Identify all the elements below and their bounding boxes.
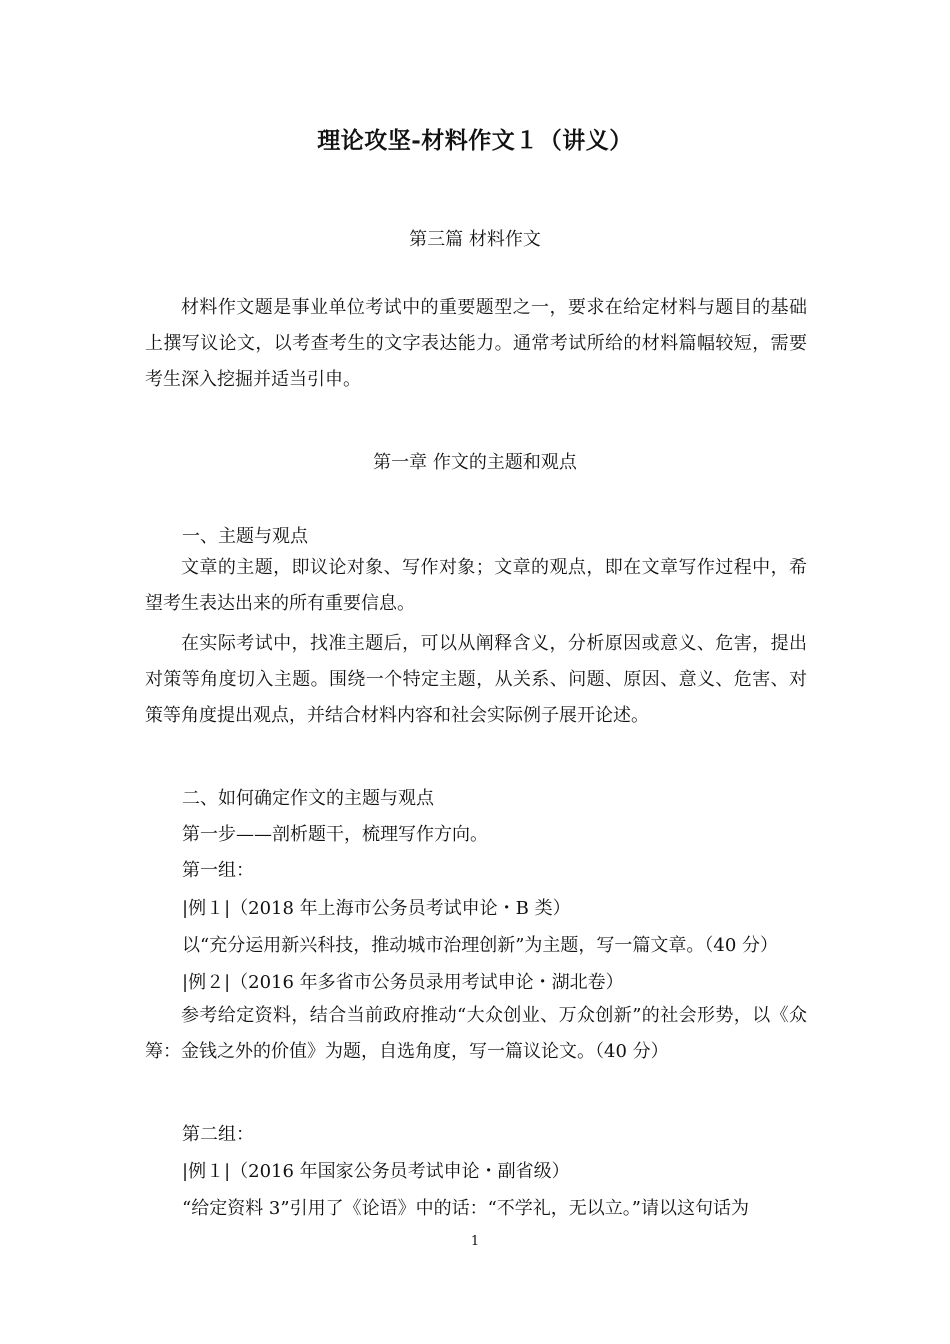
group1-example1-text: 以“充分运用新兴科技，推动城市治理创新”为主题，写一篇文章。（40 分）	[182, 935, 779, 956]
page-number: 1	[470, 1234, 480, 1249]
section1-heading: 一、主题与观点	[182, 526, 308, 547]
group1-label: 第一组：	[182, 860, 254, 881]
section1-paragraph-1: 文章的主题，即议论对象、写作对象；文章的观点，即在文章写作过程中，希望考生表达出来的所有重要信息。	[145, 557, 807, 614]
group1-example2-label: |例２|（2016 年多省市公务员录用考试申论・湖北卷）	[182, 972, 624, 993]
group2-example1-label: |例１|（2016 年国家公务员考试申论・副省级）	[182, 1161, 570, 1182]
section2-heading: 二、如何确定作文的主题与观点	[182, 788, 434, 809]
group1-example1-label: |例１|（2018 年上海市公务员考试申论・B 类）	[182, 898, 571, 919]
group2-example1-text: “给定资料 3”引用了《论语》中的话：“不学礼，无以立。”请以这句话为	[182, 1198, 749, 1219]
group1-example2-text: 参考给定资料，结合当前政府推动“大众创业、万众创新”的社会形势，以《众筹：金钱之外的价值》为题，自选角度，写一篇议论文。（40 分）	[145, 1005, 807, 1062]
part-heading: 第三篇 材料作文	[409, 229, 541, 250]
intro-paragraph: 材料作文题是事业单位考试中的重要题型之一，要求在给定材料与题目的基础上撰写议论文，以考查考生的文字表达能力。通常考试所给的材料篇幅较短，需要考生深入挖掘并适当引申。	[145, 297, 807, 390]
section1-paragraph-2: 在实际考试中，找准主题后，可以从阐释含义，分析原因或意义、危害，提出对策等角度切入主题。围绕一个特定主题，从关系、问题、原因、意义、危害、对策等角度提出观点，并结合材料内容和社会实际例子展开论述。	[145, 633, 807, 726]
document-title: 理论攻坚-材料作文１（讲义）	[317, 127, 633, 154]
step1-text: 第一步——剖析题干，梳理写作方向。	[182, 824, 488, 845]
chapter-heading: 第一章 作文的主题和观点	[373, 452, 577, 473]
group2-label: 第二组：	[182, 1124, 254, 1145]
